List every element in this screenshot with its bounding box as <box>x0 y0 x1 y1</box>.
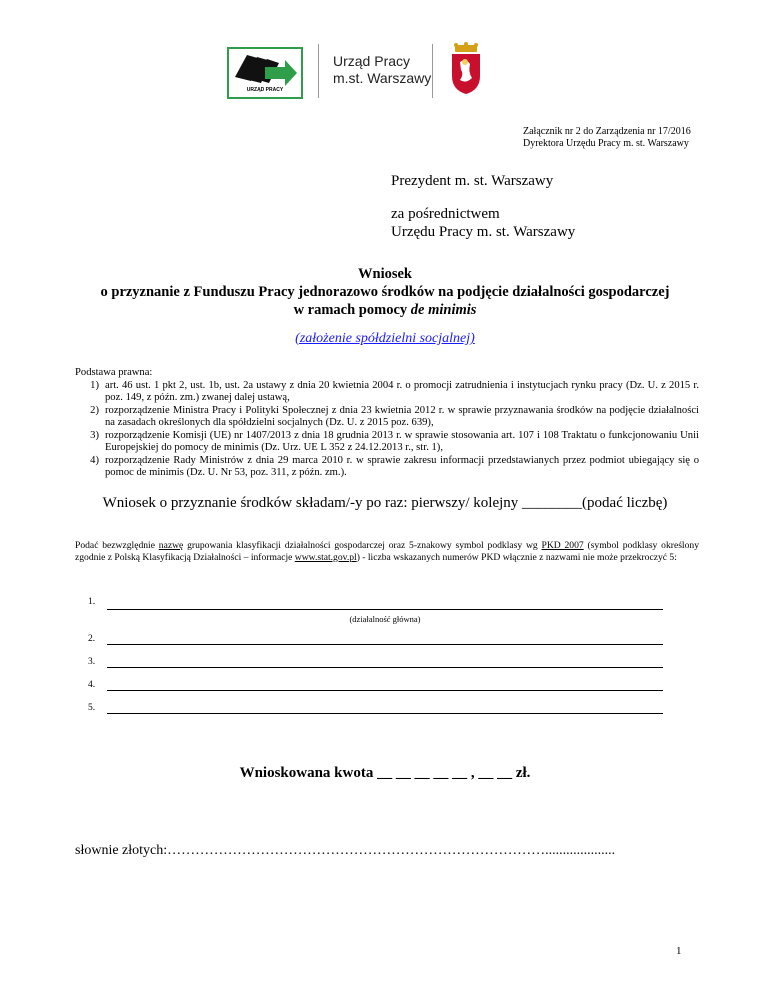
stat-gov-link[interactable]: www.stat.gov.pl <box>294 551 357 563</box>
pkd-instructions <box>75 540 699 563</box>
annex-line2: Dyrektora Urzędu Pracy m. st. Warszawy <box>523 138 689 149</box>
pkd-note-text: ) - liczba wskazanych numerów PKD włącznie z nazwami nie może przekroczyć 5: <box>356 551 677 563</box>
legal-item-number: 1) <box>90 379 99 391</box>
pkd-note-text: grupowania klasyfikacji działalności gospodarczej oraz 5-znakowy symbol podklasy wg <box>183 540 542 551</box>
legal-item-text: rozporządzenie Ministra Pracy i Polityki Społecznej z dnia 23 kwietnia 2012 r. w sprawie przyznawania środków na podjęcie działalności na zasadach określonych dla spółdzielni socjalnych (Dz. U. z 2015 poz. 639), <box>105 404 699 428</box>
legal-item-text: art. 46 ust. 1 pkt 2, ust. 1b, ust. 2a ustawy z dnia 20 kwietnia 2004 r. o promocji zatrudnienia i instytucjach rynku pracy (Dz. U. z 2015 r. poz. 149, z późn. zm.) zwanej dalej ustawą, <box>105 379 699 403</box>
pkd-note-text: (symbol podklasy określony zgodnie z Polską Klasyfikacją Działalności – informacje <box>75 540 699 563</box>
pkd-row-number: 1. <box>88 597 96 607</box>
pkd-note-underlined: PKD 2007 <box>541 540 584 551</box>
pkd-entry-line-2[interactable] <box>107 644 663 645</box>
legal-basis-item <box>75 455 699 480</box>
legal-item-text: rozporządzenie Komisji (UE) nr 1407/2013 z dnia 18 grudnia 2013 r. w sprawie stosowania art. 107 i 108 Traktatu o funkcjonowaniu Unii Europejskiej do pomocy de minimis (Dz. Urz. UE L 352 z 24.12.2013 r., str. 1), <box>105 429 699 453</box>
addressee-line3: Urzędu Pracy m. st. Warszawy <box>391 224 576 240</box>
document-subtitle: (założenie spółdzielni socjalnej) <box>295 331 475 346</box>
pkd-row-number: 4. <box>88 680 96 690</box>
document-title <box>40 265 730 319</box>
requested-amount-field[interactable]: Wnioskowana kwota __ __ __ __ __ , __ __ zł. <box>239 765 531 781</box>
title-line2: o przyznanie z Funduszu Pracy jednorazowo środków na podjęcie działalności gospodarczej <box>100 284 670 300</box>
legal-basis-item <box>75 405 699 430</box>
warsaw-coat-of-arms-icon <box>446 42 486 101</box>
title-line3-italic: de minimis <box>410 302 477 318</box>
legal-basis-item <box>75 430 699 455</box>
org-name-line1: Urząd Pracy <box>333 53 411 69</box>
legal-item-number: 3) <box>90 429 99 441</box>
page-number: 1 <box>676 945 682 957</box>
legal-basis-item <box>75 380 699 405</box>
legal-item-number: 2) <box>90 404 99 416</box>
legal-item-number: 4) <box>90 454 99 466</box>
pkd-row-number: 3. <box>88 657 96 667</box>
amount-in-words-field[interactable]: słownie złotych:……………………………………………………………………….................... <box>75 843 616 858</box>
logo-caption: URZĄD PRACY <box>246 87 284 93</box>
pkd-entry-line-1[interactable] <box>107 609 663 610</box>
header-divider-2 <box>432 44 433 98</box>
pkd-entry-line-5[interactable] <box>107 713 663 714</box>
legal-basis-list <box>75 380 699 480</box>
legal-item-text: rozporządzenie Rady Ministrów z dnia 29 marca 2010 r. w sprawie zakresu informacji przedstawianych przez podmiot ubiegający się o pomoc de minimis (Dz. U. Nr 53, poz. 311, z późn. zm.). <box>105 454 699 478</box>
org-name-line2: m.st. Warszawy <box>333 70 432 86</box>
annex-note <box>523 126 691 150</box>
legal-basis-heading: Podstawa prawna: <box>75 367 153 378</box>
addressee-line2: za pośrednictwem <box>391 206 500 222</box>
pkd-note-text: Podać bezwzględnie <box>75 540 159 551</box>
pkd-note-underlined: nazwę <box>158 540 184 551</box>
pkd-entry-line-3[interactable] <box>107 667 663 668</box>
pkd-entry-line-4[interactable] <box>107 690 663 691</box>
title-line1: Wniosek <box>358 266 412 282</box>
legal-basis <box>75 367 699 480</box>
urzad-pracy-logo-icon <box>227 47 303 99</box>
pkd-row-number: 2. <box>88 634 96 644</box>
addressee-line1: Prezydent m. st. Warszawy <box>391 173 554 189</box>
pkd-main-hint: (działalność główna) <box>349 614 421 624</box>
title-line3 <box>40 301 730 319</box>
organization-name <box>333 53 431 87</box>
title-line3-prefix: w ramach pomocy <box>293 302 411 318</box>
annex-line1: Załącznik nr 2 do Zarządzenia nr 17/2016 <box>523 126 691 137</box>
header-divider <box>318 44 319 98</box>
pkd-row-number: 5. <box>88 703 96 713</box>
request-count-field[interactable]: Wniosek o przyznanie środków składam/-y po raz: pierwszy/ kolejny ________(podać liczbę) <box>102 495 668 511</box>
